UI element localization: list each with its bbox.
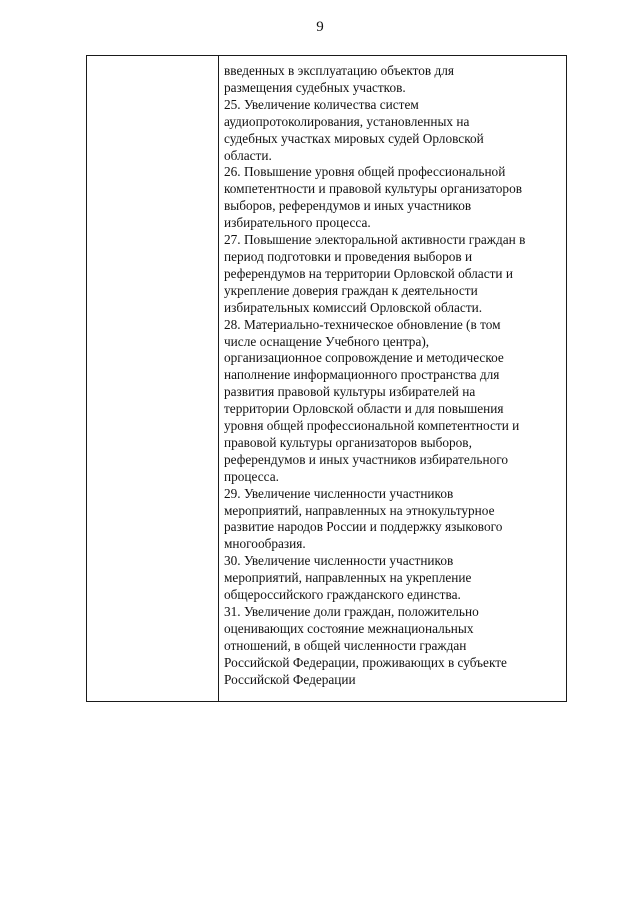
cell-text-line: 26. Повышение уровня общей профессиональной	[224, 164, 506, 180]
table-left-cell	[87, 56, 219, 701]
cell-text-line: 30. Увеличение численности участников	[224, 553, 454, 569]
cell-text-line: мероприятий, направленных на этнокультурное	[224, 502, 495, 518]
cell-text-line: референдумов на территории Орловской области и	[224, 265, 513, 281]
cell-text-line: компетентности и правовой культуры организаторов	[224, 181, 522, 197]
cell-text-line: укрепление доверия граждан к деятельности	[224, 282, 478, 298]
cell-text-line: 28. Материально-техническое обновление (в том	[224, 316, 501, 332]
cell-text-line: правовой культуры организаторов выборов,	[224, 434, 472, 450]
cell-text-line: Российской Федерации, проживающих в субъекте	[224, 654, 507, 670]
table-right-cell	[219, 56, 566, 701]
cell-text-line: избирательных комиссий Орловской области.	[224, 299, 483, 315]
cell-text-line: отношений, в общей численности граждан	[224, 637, 467, 653]
cell-text-line: развития правовой культуры избирателей на	[224, 384, 476, 400]
cell-text-line: наполнение информационного пространства для	[224, 367, 500, 383]
cell-text-line: 29. Увеличение численности участников	[224, 485, 454, 501]
cell-text-line: аудиопротоколирования, установленных на	[224, 113, 470, 129]
cell-text-line: оценивающих состояние межнациональных	[224, 620, 474, 636]
cell-text-line: числе оснащение Учебного центра),	[224, 333, 430, 349]
page-number: 9	[316, 19, 324, 35]
cell-text-line: референдумов и иных участников избирательного	[224, 451, 508, 467]
cell-text-line: уровня общей профессиональной компетентности и	[224, 418, 520, 434]
cell-text-line: выборов, референдумов и иных участников	[224, 198, 472, 214]
cell-text-line: мероприятий, направленных на укрепление	[224, 570, 472, 586]
cell-text-line: 27. Повышение электоральной активности граждан в	[224, 232, 526, 248]
cell-text-line: введенных в эксплуатацию объектов для	[224, 63, 455, 78]
cell-text-line: территории Орловской области и для повышения	[224, 401, 504, 417]
indicators-table	[86, 55, 567, 702]
cell-text-line: организационное сопровождение и методическое	[224, 350, 504, 366]
cell-text-line: развитие народов России и поддержку языкового	[224, 519, 503, 535]
cell-text-line: период подготовки и проведения выборов и	[224, 248, 473, 264]
cell-text-line: области.	[224, 147, 272, 163]
cell-text-line: избирательного процесса.	[224, 215, 371, 231]
cell-text-line: процесса.	[224, 468, 279, 484]
cell-text-line: судебных участках мировых судей Орловской	[224, 130, 484, 146]
cell-text-line: 25. Увеличение количества систем	[224, 96, 419, 112]
cell-text-line: общероссийского гражданского единства.	[224, 587, 461, 603]
cell-text-line: 31. Увеличение доли граждан, положительно	[224, 604, 479, 619]
cell-text-line: Российской Федерации	[224, 671, 356, 687]
cell-text-line: многообразия.	[224, 536, 306, 552]
cell-text-line: размещения судебных участков.	[224, 79, 406, 95]
